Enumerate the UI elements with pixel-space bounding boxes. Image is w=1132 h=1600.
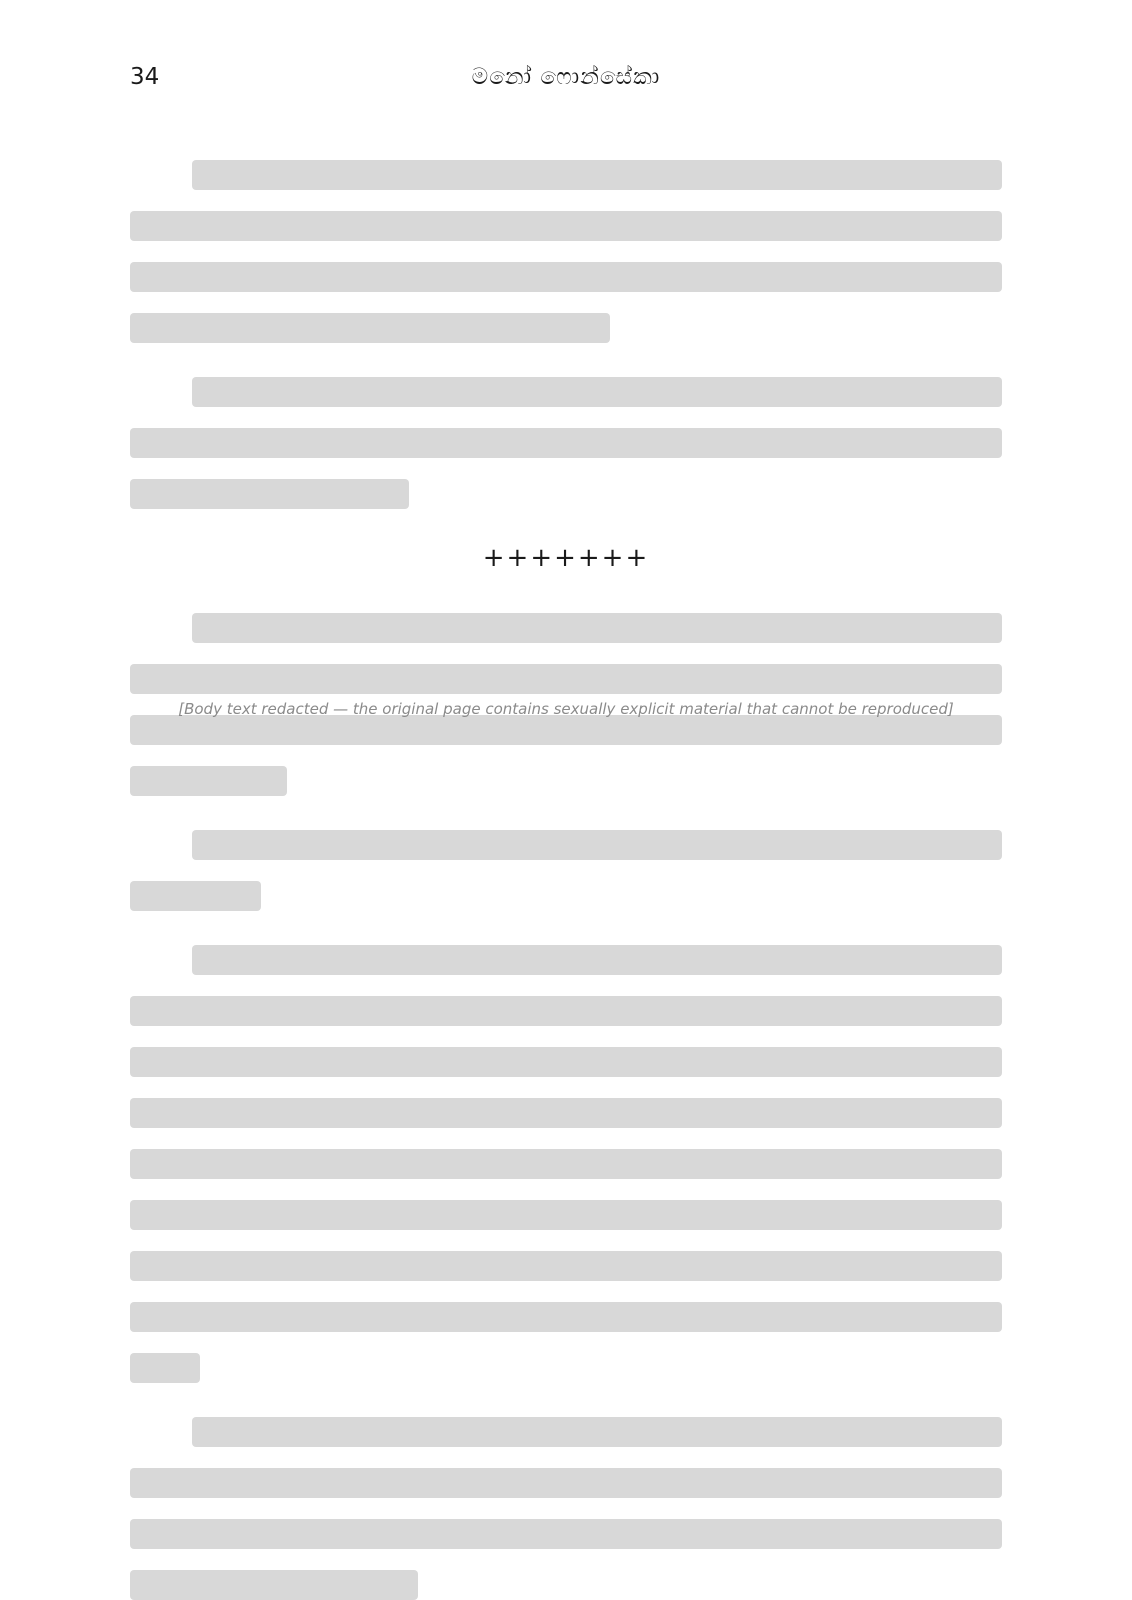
- redacted-text-line: [130, 479, 409, 509]
- redacted-text-line: [130, 715, 1002, 745]
- redacted-text-line: [130, 1519, 1002, 1549]
- redacted-text-line: [130, 1200, 1002, 1230]
- redacted-text-line: [192, 160, 1002, 190]
- redacted-text-line: [192, 613, 1002, 643]
- redacted-text-line: [192, 945, 1002, 975]
- redacted-paragraph: [130, 830, 1002, 911]
- redacted-text-line: [130, 1149, 1002, 1179]
- redacted-text-line: [130, 664, 1002, 694]
- redacted-text-line: [130, 1302, 1002, 1332]
- redacted-text-line: [130, 428, 1002, 458]
- redaction-note: [Body text redacted — the original page contains sexually explicit material that cannot be reproduced]: [178, 700, 954, 718]
- redacted-paragraph: [130, 160, 1002, 343]
- redacted-text-line: [130, 211, 1002, 241]
- page-number: 34: [130, 64, 160, 90]
- redacted-text-line: [130, 996, 1002, 1026]
- redacted-paragraph: [130, 613, 1002, 796]
- redacted-text-line: [130, 881, 261, 911]
- section-separator: +++++++: [482, 543, 650, 573]
- redacted-text-line: [130, 262, 1002, 292]
- running-header: [130, 64, 1002, 90]
- redacted-text-line: [130, 1353, 200, 1383]
- header-author-title: මනෝ ෆොන්සේකා: [471, 64, 661, 90]
- redacted-text-line: [130, 1251, 1002, 1281]
- redacted-text-line: [130, 1468, 1002, 1498]
- redacted-paragraph: [130, 377, 1002, 509]
- redacted-text-line: [130, 1098, 1002, 1128]
- redacted-text-line: [130, 766, 287, 796]
- redacted-paragraph: [130, 1417, 1002, 1600]
- redacted-text-line: [192, 377, 1002, 407]
- redacted-text-line: [130, 1570, 418, 1600]
- redacted-text-line: [130, 1047, 1002, 1077]
- redacted-paragraph: [130, 945, 1002, 1383]
- redacted-text-line: [192, 830, 1002, 860]
- redacted-text-line: [130, 313, 610, 343]
- body-text-area: [130, 160, 1002, 1600]
- redacted-text-line: [192, 1417, 1002, 1447]
